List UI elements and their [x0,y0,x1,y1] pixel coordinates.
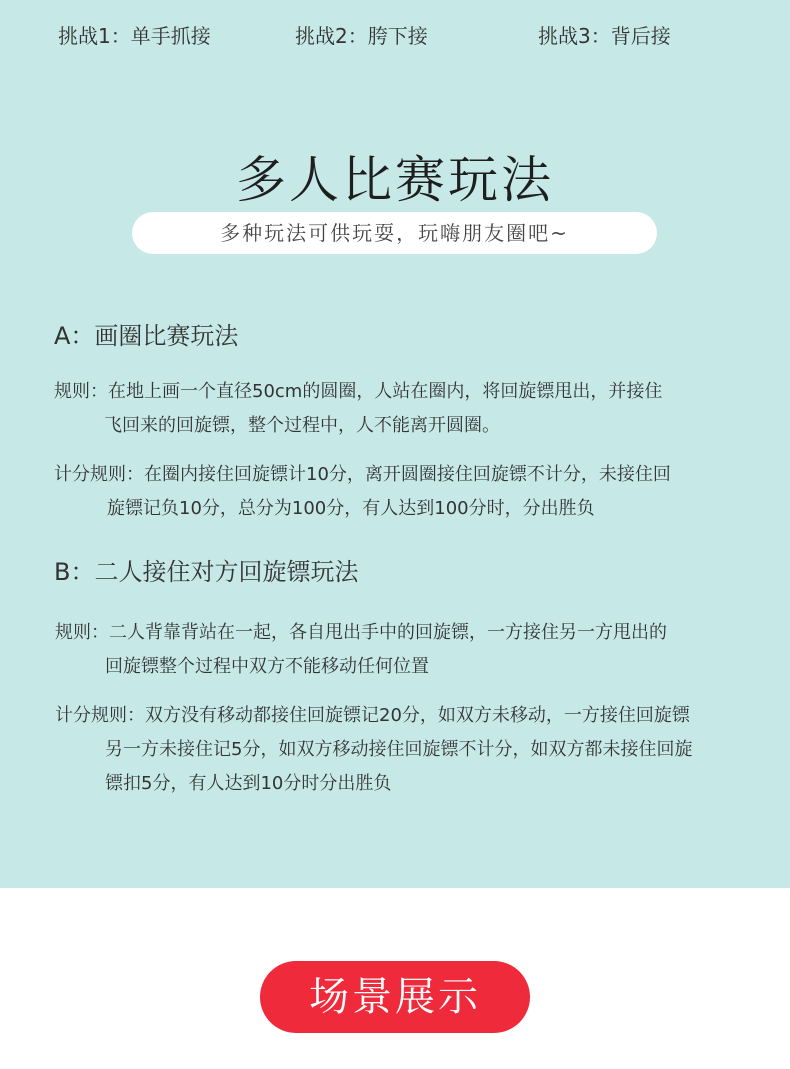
section-a-score-line1: 计分规则：在圈内接住回旋镖计10分，离开圆圈接住回旋镖不计分，未接住回 [54,464,671,485]
section-b-score-line3: 镖扣5分，有人达到10分时分出胜负 [105,773,392,794]
challenge-3-label: 挑战3：背后接 [538,24,671,48]
section-b-rule-line1: 规则：二人背靠背站在一起，各自甩出手中的回旋镖，一方接住另一方甩出的 [55,622,667,643]
section-b-score-line2: 另一方未接住记5分，如双方移动接住回旋镖不计分，如双方都未接住回旋 [105,739,693,760]
section-a-rule-line1: 规则：在地上画一个直径50cm的圆圈，人站在圈内，将回旋镖甩出，并接住 [54,381,663,402]
section-a-rule-line2: 飞回来的回旋镖，整个过程中，人不能离开圆圈。 [104,415,500,436]
challenge-1-label: 挑战1：单手抓接 [58,24,211,48]
section-b-title: B：二人接住对方回旋镖玩法 [54,558,359,586]
section-b-rule-line2: 回旋镖整个过程中双方不能移动任何位置 [105,656,429,677]
section-a-title: A：画圈比赛玩法 [54,322,239,350]
page-title: 多人比赛玩法 [236,151,554,209]
section-a-score-line2: 旋镖记负10分，总分为100分，有人达到100分时，分出胜负 [107,498,595,519]
scene-display-button[interactable]: 场景展示 [260,961,530,1033]
challenge-2-label: 挑战2：胯下接 [295,24,428,48]
section-b-score-line1: 计分规则：双方没有移动都接住回旋镖记20分，如双方未移动，一方接住回旋镖 [55,705,690,726]
subtitle-pill: 多种玩法可供玩耍，玩嗨朋友圈吧~ [132,212,657,254]
